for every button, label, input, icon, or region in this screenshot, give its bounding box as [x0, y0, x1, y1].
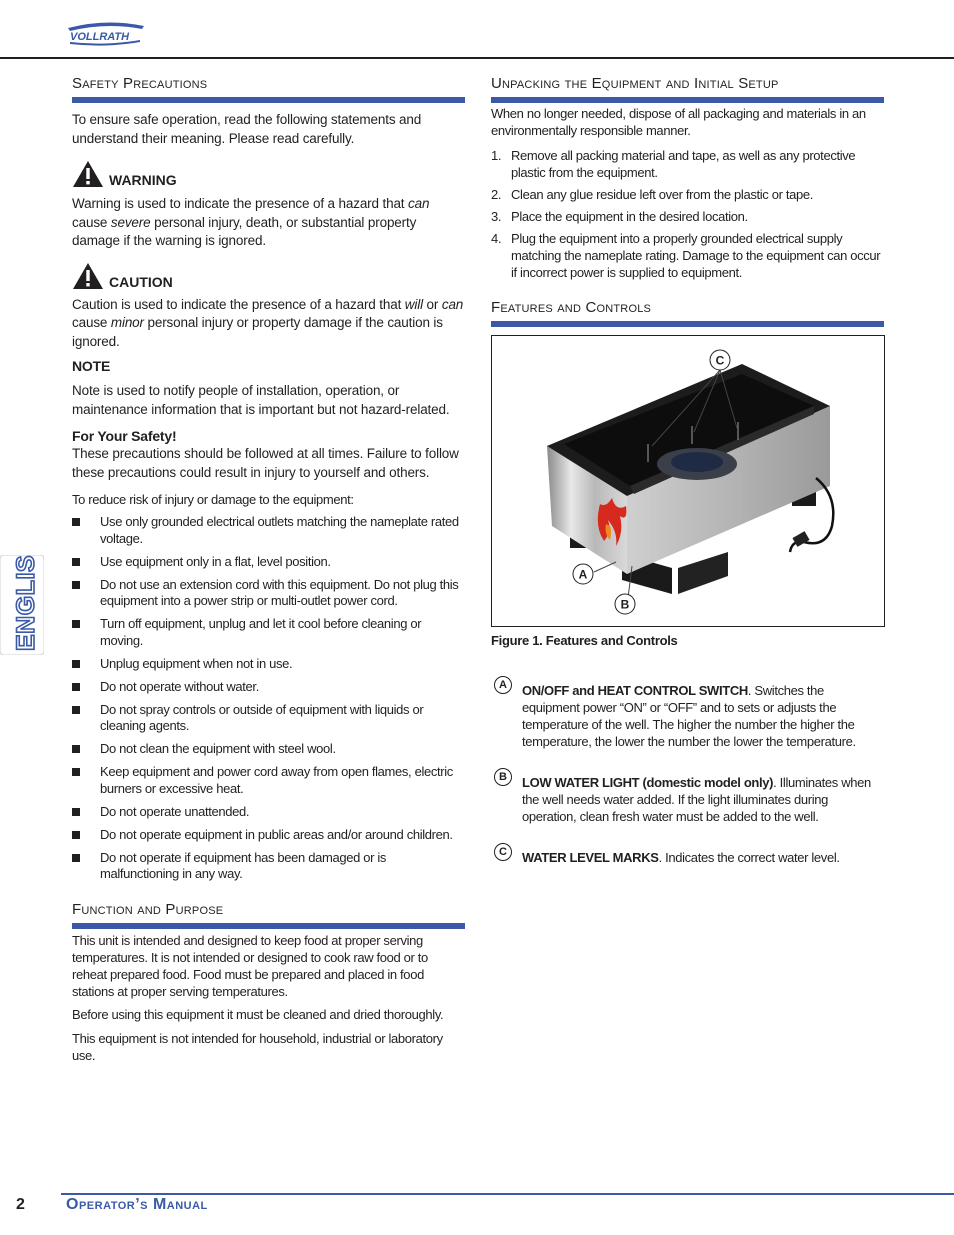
safety-bullet-item: [72, 656, 465, 673]
left-column: [72, 74, 465, 1064]
unpacking-step: [491, 186, 884, 203]
safety-bullet-text: Unplug equipment when not in use.: [100, 655, 293, 671]
warning-text: Warning is used to indicate the presence of a hazard that can cause severe personal injury, death, or substantial property damage if the warning is ignored.: [72, 196, 430, 248]
unpacking-step: [491, 208, 884, 225]
safety-bullet-list: [72, 514, 465, 883]
food-warmer-illustration: [492, 336, 885, 627]
step-number: 1.: [491, 148, 502, 163]
footer-rule: [61, 1193, 954, 1195]
safety-heading: Safety Precautions: [72, 74, 465, 103]
feature-title: WATER LEVEL MARKS: [522, 850, 659, 865]
feature-list: [491, 679, 884, 866]
safety-bullet-text: Turn off equipment, unplug and let it cool before cleaning or moving.: [100, 616, 422, 648]
feature-description: . Illuminates when the well needs water added. If the light illuminates during operation, clean fresh water must be added to the well.: [522, 775, 871, 824]
safety-bullet-item: [72, 679, 465, 696]
feature-letter-badge: C: [494, 843, 512, 861]
step-number: 3.: [491, 209, 502, 224]
safety-bullet-item: [72, 804, 465, 821]
safety-bullet-item: [72, 554, 465, 571]
safety-bullet-item: [72, 616, 465, 649]
safety-bullet-item: [72, 764, 465, 797]
language-tab-label: ENGLISH: [12, 555, 40, 651]
safety-bullet-text: Do not use an extension cord with this equipment. Do not plug this equipment into a power strip or multi-outlet power cord.: [100, 576, 459, 608]
figure-caption: Figure 1. Features and Controls: [491, 633, 678, 648]
step-number: 2.: [491, 187, 502, 202]
caution-label: CAUTION: [109, 273, 173, 290]
caution-text: Caution is used to indicate the presence of a hazard that will or can cause minor personal injury or property damage if the caution is ignored.: [72, 296, 464, 349]
step-text: Place the equipment in the desired location.: [511, 209, 748, 224]
feature-item-b: [491, 771, 884, 825]
square-bullet-icon: [72, 745, 80, 753]
warning-triangle-icon: [72, 160, 104, 188]
page-number: 2: [16, 1196, 25, 1213]
function-p1: This unit is intended and designed to keep food at proper serving temperatures. It is not intended or designed to cook raw food or to reheat prepared food. Food must be prepared and placed in food stations at proper serving temperatures.: [72, 932, 428, 999]
language-tab: [0, 555, 44, 655]
warning-label: WARNING: [109, 172, 177, 188]
step-text: Clean any glue residue left over from the plastic or tape.: [511, 187, 813, 202]
for-safety-label: For Your Safety!: [72, 428, 177, 444]
note-text: Note is used to notify people of installation, operation, or maintenance information that is important but not hazard-related.: [72, 383, 450, 417]
square-bullet-icon: [72, 768, 80, 776]
feature-item-a: [491, 679, 884, 750]
figure-label-a: A: [578, 567, 588, 582]
safety-bullet-text: Use equipment only in a flat, level position.: [100, 553, 331, 569]
feature-letter-badge: B: [494, 768, 512, 786]
figure-label-c: C: [715, 353, 725, 368]
note-label: NOTE: [72, 358, 111, 374]
square-bullet-icon: [72, 831, 80, 839]
warning-row: [72, 160, 465, 188]
header-rule: [0, 57, 954, 59]
function-p3: This equipment is not intended for household, industrial or laboratory use.: [72, 1030, 443, 1063]
square-bullet-icon: [72, 706, 80, 714]
features-heading: Features and Controls: [491, 298, 884, 327]
unpacking-heading: Unpacking the Equipment and Initial Setup: [491, 74, 884, 103]
square-bullet-icon: [72, 854, 80, 862]
right-column: [491, 74, 884, 866]
step-number: 4.: [491, 231, 502, 246]
square-bullet-icon: [72, 683, 80, 691]
feature-description: . Switches the equipment power “ON” or “OFF” and to sets or adjusts the temperature of the well. The higher the number the higher the temperature, the lower the number the lower the temperature.: [522, 683, 856, 749]
safety-bullet-item: [72, 702, 465, 735]
unpacking-intro: When no longer needed, dispose of all packaging and materials in an environmentally responsible manner.: [491, 106, 866, 138]
square-bullet-icon: [72, 518, 80, 526]
features-figure: [491, 335, 885, 627]
reduce-risk-text: To reduce risk of injury or damage to the equipment:: [72, 492, 354, 507]
safety-bullet-text: Keep equipment and power cord away from open flames, electric burners or excessive heat.: [100, 764, 453, 796]
footer-title: Operator’s Manual: [66, 1196, 208, 1213]
feature-title: ON/OFF and HEAT CONTROL SWITCH: [522, 683, 748, 698]
square-bullet-icon: [72, 581, 80, 589]
step-text: Plug the equipment into a properly grounded electrical supply matching the nameplate rating. Damage to the equipment can occur if incorrect power is supplied to equipment.: [511, 231, 881, 280]
square-bullet-icon: [72, 660, 80, 668]
unpacking-step-list: [491, 147, 884, 281]
caution-triangle-icon: [72, 262, 104, 290]
feature-title: LOW WATER LIGHT (domestic model only): [522, 775, 774, 790]
function-heading: Function and Purpose: [72, 900, 465, 929]
safety-bullet-item: [72, 850, 465, 883]
safety-bullet-text: Do not operate if equipment has been damaged or is malfunctioning in any way.: [100, 849, 387, 881]
safety-bullet-item: [72, 577, 465, 610]
safety-bullet-text: Do not operate equipment in public areas and/or around children.: [100, 826, 453, 842]
safety-bullet-item: [72, 741, 465, 758]
feature-letter-badge: A: [494, 676, 512, 694]
safety-bullet-text: Do not spray controls or outside of equipment with liquids or cleaning agents.: [100, 701, 424, 733]
logo-text: VOLLRATH: [70, 31, 130, 43]
safety-bullet-item: [72, 514, 465, 547]
safety-bullet-text: Do not clean the equipment with steel wool.: [100, 741, 336, 756]
caution-row: [72, 262, 465, 290]
unpacking-step: [491, 147, 884, 181]
square-bullet-icon: [72, 558, 80, 566]
step-text: Remove all packing material and tape, as well as any protective plastic from the equipment.: [511, 148, 856, 180]
safety-bullet-text: Do not operate without water.: [100, 678, 259, 694]
vollrath-logo: [66, 20, 146, 46]
safety-bullet-text: Use only grounded electrical outlets matching the nameplate rated voltage.: [100, 514, 459, 546]
safety-intro: To ensure safe operation, read the following statements and understand their meaning. Please read carefully.: [72, 112, 422, 146]
function-p2: Before using this equipment it must be cleaned and dried thoroughly.: [72, 1006, 444, 1022]
safety-bullet-text: Do not operate unattended.: [100, 803, 250, 819]
square-bullet-icon: [72, 620, 80, 628]
square-bullet-icon: [72, 808, 80, 816]
safety-bullet-item: [72, 827, 465, 844]
feature-item-c: [491, 846, 884, 866]
unpacking-step: [491, 230, 884, 281]
figure-label-b: B: [620, 597, 630, 612]
for-safety-text: These precautions should be followed at all times. Failure to follow these precautions could result in injury to yourself and others.: [72, 446, 459, 480]
feature-description: . Indicates the correct water level.: [658, 850, 840, 865]
